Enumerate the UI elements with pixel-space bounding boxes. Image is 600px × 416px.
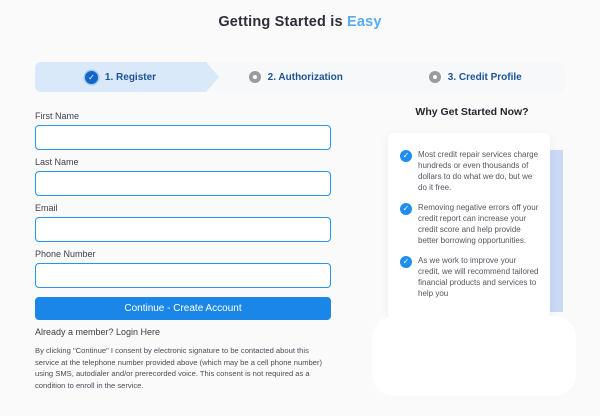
benefit-item-text: As we work to improve your credit, we will recommend tailored financial products and services to help you <box>418 256 539 298</box>
phone-number-label: Phone Number <box>35 249 96 259</box>
last-name-field-group <box>35 157 331 196</box>
benefit-item <box>400 255 540 299</box>
benefit-item-text: Removing negative errors off your credit report can increase your credit score and help provide better borrowing opportunities. <box>418 203 539 245</box>
step-credit-profile-label: 3. Credit Profile <box>447 71 522 83</box>
step-register-label: 1. Register <box>104 71 157 83</box>
decorative-white-panel <box>372 316 576 396</box>
step-authorization[interactable] <box>206 62 386 92</box>
check-icon: ✓ <box>400 256 412 268</box>
page-title-highlight: Easy <box>347 14 382 30</box>
step-authorization-label: 2. Authorization <box>267 71 343 83</box>
login-here-link[interactable]: Already a member? Login Here <box>35 327 161 337</box>
check-icon: ✓ <box>400 150 412 162</box>
email-input[interactable] <box>35 217 331 242</box>
benefits-heading: Why Get Started Now? <box>415 106 529 118</box>
step-register[interactable] <box>35 62 206 92</box>
benefit-item-text: Most credit repair services charge hundreds or even thousands of dollars to do what we do, but we do it free. <box>418 150 539 192</box>
radio-dot-icon <box>249 71 261 83</box>
check-icon: ✓ <box>400 203 412 215</box>
benefit-item <box>400 149 540 193</box>
benefits-card <box>388 133 550 318</box>
last-name-input[interactable] <box>35 171 331 196</box>
consent-disclaimer: By clicking "Continue" I consent by electronic signature to be contacted about this service at the telephone number provided above (which may be a cell phone number) using SMS, autodialer and/or prerecorded voice. This consent is not required as a condition to enroll in the service. <box>35 346 323 390</box>
phone-number-input[interactable] <box>35 263 331 288</box>
register-form <box>35 111 331 391</box>
radio-dot-icon <box>429 71 441 83</box>
first-name-label: First Name <box>35 111 80 121</box>
first-name-field-group <box>35 111 331 150</box>
check-icon: ✓ <box>85 71 98 84</box>
email-field-group <box>35 203 331 242</box>
progress-steps <box>35 62 565 92</box>
phone-number-field-group <box>35 249 331 288</box>
last-name-label: Last Name <box>35 157 79 167</box>
page-title-prefix: Getting Started is <box>218 14 343 30</box>
first-name-input[interactable] <box>35 125 331 150</box>
continue-create-account-button[interactable]: Continue - Create Account <box>35 297 331 320</box>
step-credit-profile[interactable] <box>386 62 566 92</box>
email-label: Email <box>35 203 58 213</box>
benefit-item <box>400 202 540 246</box>
page-title <box>0 14 600 30</box>
